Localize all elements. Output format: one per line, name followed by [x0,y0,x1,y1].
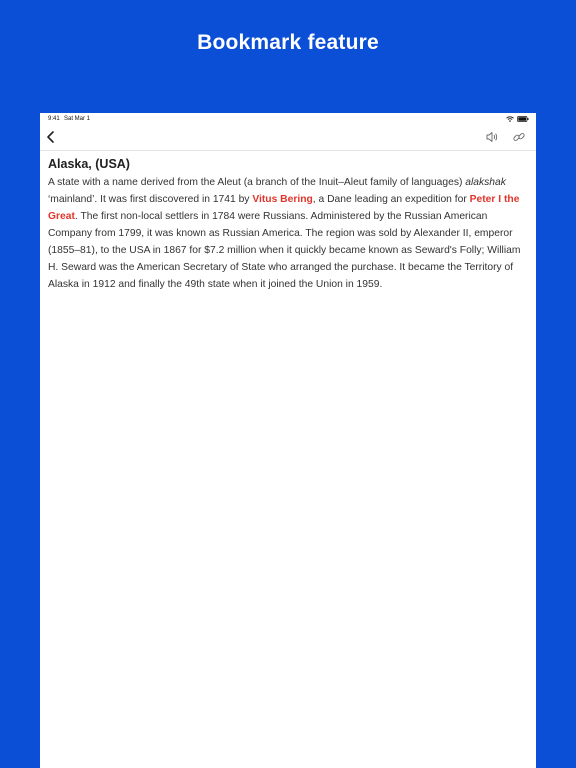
app-screen [40,113,536,768]
entry-content [40,151,536,293]
entry-text: . The first non-local settlers in 1784 were Russians. Administered by the Russian American Company from 1799, it was known as Russian America. The region was sold by Alexander II, emperor (1855–81), to the USA in 1867 for $7.2 million when it quickly became known as Seward's Folly; William H. Seward was the American Secretary of State who arranged the purchase. It became the Territory of Alaska in 1912 and finally the 49th state when it joined the Union in 1959. [48,211,521,290]
entry-text: A state with a name derived from the Aleut (a branch of the Inuit–Aleut family of languages) [48,177,466,188]
entry-text: ‘mainland’. It was first discovered in 1741 by [48,194,253,205]
entry-text: , a Dane leading an expedition for [312,194,470,205]
status-icons [506,116,529,122]
entry-body [48,174,528,293]
wifi-icon [506,116,514,122]
status-time: 9:41 [48,116,60,122]
crossref-link-vitus-bering[interactable]: Vitus Bering [252,194,313,205]
entry-text-italic: alakshak [465,177,506,188]
pronounce-button[interactable] [485,130,499,144]
link-icon [512,130,526,144]
crossref-link-peter-the-great[interactable]: Peter I the Great [48,194,520,222]
speaker-icon [485,130,499,144]
promo-headline: Bookmark feature [197,31,379,54]
chevron-left-icon [43,129,59,145]
entry-title: Alaska, (USA) [48,157,130,171]
back-button[interactable] [43,129,59,145]
status-bar [40,113,536,125]
share-link-button[interactable] [512,130,526,144]
battery-icon [517,116,529,122]
navigation-bar [40,125,536,151]
status-date: Sat Mar 1 [64,116,91,122]
